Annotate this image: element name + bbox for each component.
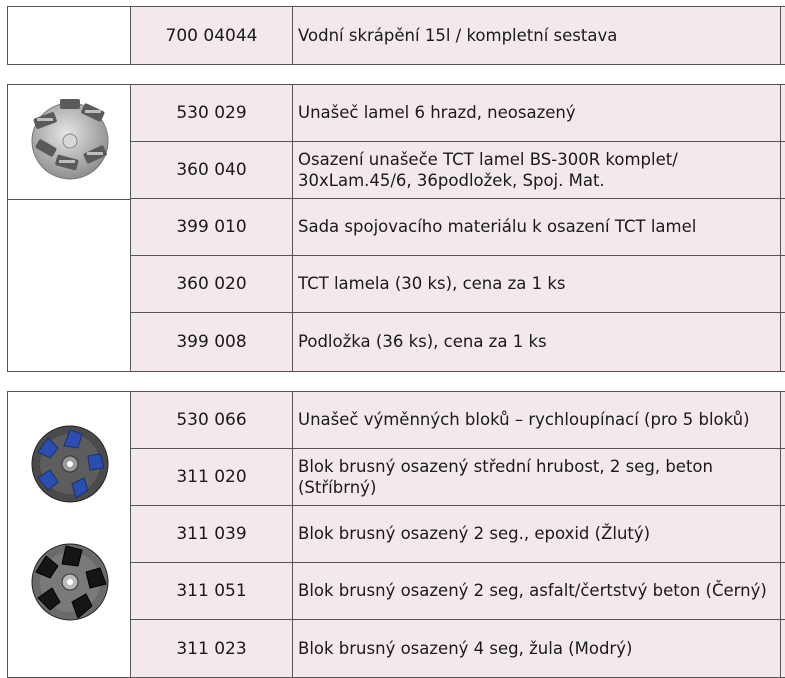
product-description: Vodní skrápění 15l / kompletní sestava	[292, 7, 781, 64]
table-row	[131, 449, 785, 506]
product-description: Unašeč lamel 6 hrazd, neosazený	[292, 85, 781, 141]
table-row	[131, 506, 785, 563]
product-group-lamella	[7, 84, 785, 372]
product-description: Sada spojovacího materiálu k osazení TCT lamel	[292, 199, 781, 255]
product-code: 700 04044	[131, 7, 293, 64]
product-description: Podložka (36 ks), cena za 1 ks	[292, 313, 781, 371]
table-row	[131, 313, 785, 371]
product-code: 399 008	[131, 313, 293, 371]
table-row	[131, 620, 785, 677]
image-cell-discs	[7, 392, 131, 677]
product-code: 311 020	[131, 449, 293, 505]
product-description: Blok brusný osazený 4 seg, žula (Modrý)	[292, 620, 781, 677]
table-row	[131, 142, 785, 199]
product-description: Osazení unašeče TCT lamel BS-300R komplet/ 30xLam.45/6, 36podložek, Spoj. Mat.	[292, 142, 781, 198]
product-code: 311 039	[131, 506, 293, 562]
table-row	[131, 7, 785, 64]
blue-grinding-disc-photo	[30, 424, 110, 504]
black-grinding-disc-photo	[30, 542, 110, 622]
lamella-holder-photo	[26, 93, 114, 181]
product-code: 399 010	[131, 199, 293, 255]
table-row	[131, 256, 785, 313]
table-row	[131, 199, 785, 256]
product-description: Blok brusný osazený 2 seg., epoxid (Žlutý)	[292, 506, 781, 562]
product-code: 360 020	[131, 256, 293, 312]
product-code: 360 040	[131, 142, 293, 198]
product-group-grinding-blocks	[7, 391, 785, 678]
table-row	[131, 85, 785, 142]
product-group-water	[7, 6, 785, 65]
image-cell-lamella	[7, 85, 131, 371]
table-row	[131, 392, 785, 449]
product-code: 311 051	[131, 563, 293, 619]
product-description: Blok brusný osazený 2 seg, asfalt/čertstvý beton (Černý)	[292, 563, 781, 619]
product-description: TCT lamela (30 ks), cena za 1 ks	[292, 256, 781, 312]
image-cell-empty	[7, 7, 131, 64]
product-description: Unašeč výměnných bloků – rychloupínací (pro 5 bloků)	[292, 392, 781, 448]
product-code: 311 023	[131, 620, 293, 677]
separator-line	[8, 199, 132, 200]
product-code: 530 066	[131, 392, 293, 448]
product-code: 530 029	[131, 85, 293, 141]
product-description: Blok brusný osazený střední hrubost, 2 seg, beton (Stříbrný)	[292, 449, 781, 505]
table-row	[131, 563, 785, 620]
